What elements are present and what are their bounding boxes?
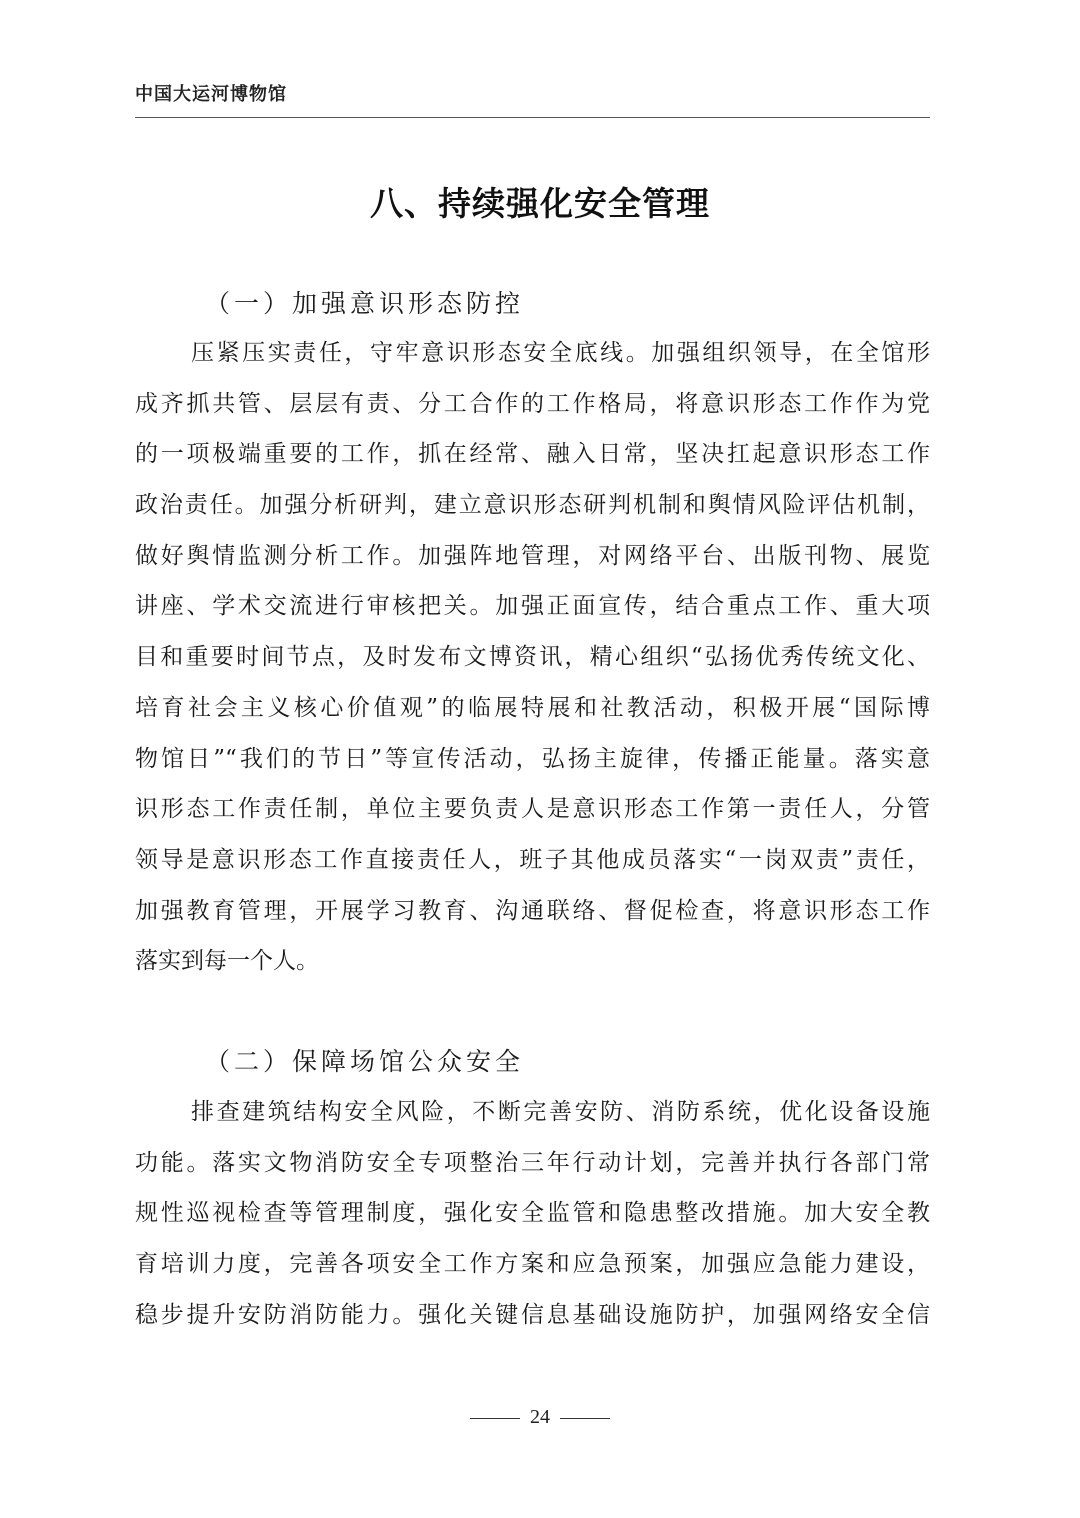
paragraph-line: 领导是意识形态工作直接责任人，班子其他成员落实“一岗双责”责任， (135, 846, 930, 873)
paragraph-line: 识形态工作责任制，单位主要负责人是意识形态工作第一责任人，分管 (135, 796, 930, 823)
paragraph-line: 育培训力度，完善各项安全工作方案和应急预案，加强应急能力建设， (135, 1251, 930, 1278)
paragraph-line: 政治责任。加强分析研判，建立意识形态研判机制和舆情风险评估机制， (135, 492, 930, 519)
section-2-paragraph (135, 1087, 930, 1340)
section-heading-2: （二）保障场馆公众安全 (205, 1047, 525, 1076)
page-title: 八、持续强化安全管理 (370, 184, 710, 223)
section-1-paragraph (135, 328, 930, 987)
footer-dash-left (470, 1418, 520, 1419)
paragraph-line: 规性巡视检查等管理制度，强化安全监管和隐患整改措施。加大安全教 (135, 1200, 930, 1227)
page-number: 24 (530, 1406, 550, 1428)
paragraph-line: 培育社会主义核心价值观”的临展特展和社教活动，积极开展“国际博 (135, 694, 930, 721)
paragraph-line: 压紧压实责任，守牢意识形态安全底线。加强组织领导，在全馆形 (191, 340, 930, 366)
paragraph-line: 的一项极端重要的工作，抓在经常、融入日常，坚决扛起意识形态工作 (135, 441, 930, 468)
paragraph-line: 物馆日”“我们的节日”等宣传活动，弘扬主旋律，传播正能量。落实意 (135, 745, 930, 772)
header-divider (135, 117, 930, 118)
paragraph-line: 加强教育管理，开展学习教育、沟通联络、督促检查，将意识形态工作 (135, 897, 930, 924)
paragraph-line: 目和重要时间节点，及时发布文博资讯，精心组织“弘扬优秀传统文化、 (135, 644, 930, 671)
header-org-name: 中国大运河博物馆 (135, 84, 287, 105)
page-footer (0, 1406, 1080, 1429)
paragraph-line: 稳步提升安防消防能力。强化关键信息基础设施防护，加强网络安全信 (135, 1301, 930, 1328)
paragraph-line: 成齐抓共管、层层有责、分工合作的工作格局，将意识形态工作作为党 (135, 390, 930, 417)
paragraph-line: 落实到每一个人。 (135, 948, 319, 975)
paragraph-line: 功能。落实文物消防安全专项整治三年行动计划，完善并执行各部门常 (135, 1149, 930, 1176)
footer-dash-right (560, 1418, 610, 1419)
paragraph-line: 做好舆情监测分析工作。加强阵地管理，对网络平台、出版刊物、展览 (135, 542, 930, 569)
paragraph-line: 讲座、学术交流进行审核把关。加强正面宣传，结合重点工作、重大项 (135, 593, 930, 620)
paragraph-line: 排查建筑结构安全风险，不断完善安防、消防系统，优化设备设施 (191, 1099, 930, 1125)
section-heading-1: （一）加强意识形态防控 (205, 289, 525, 318)
